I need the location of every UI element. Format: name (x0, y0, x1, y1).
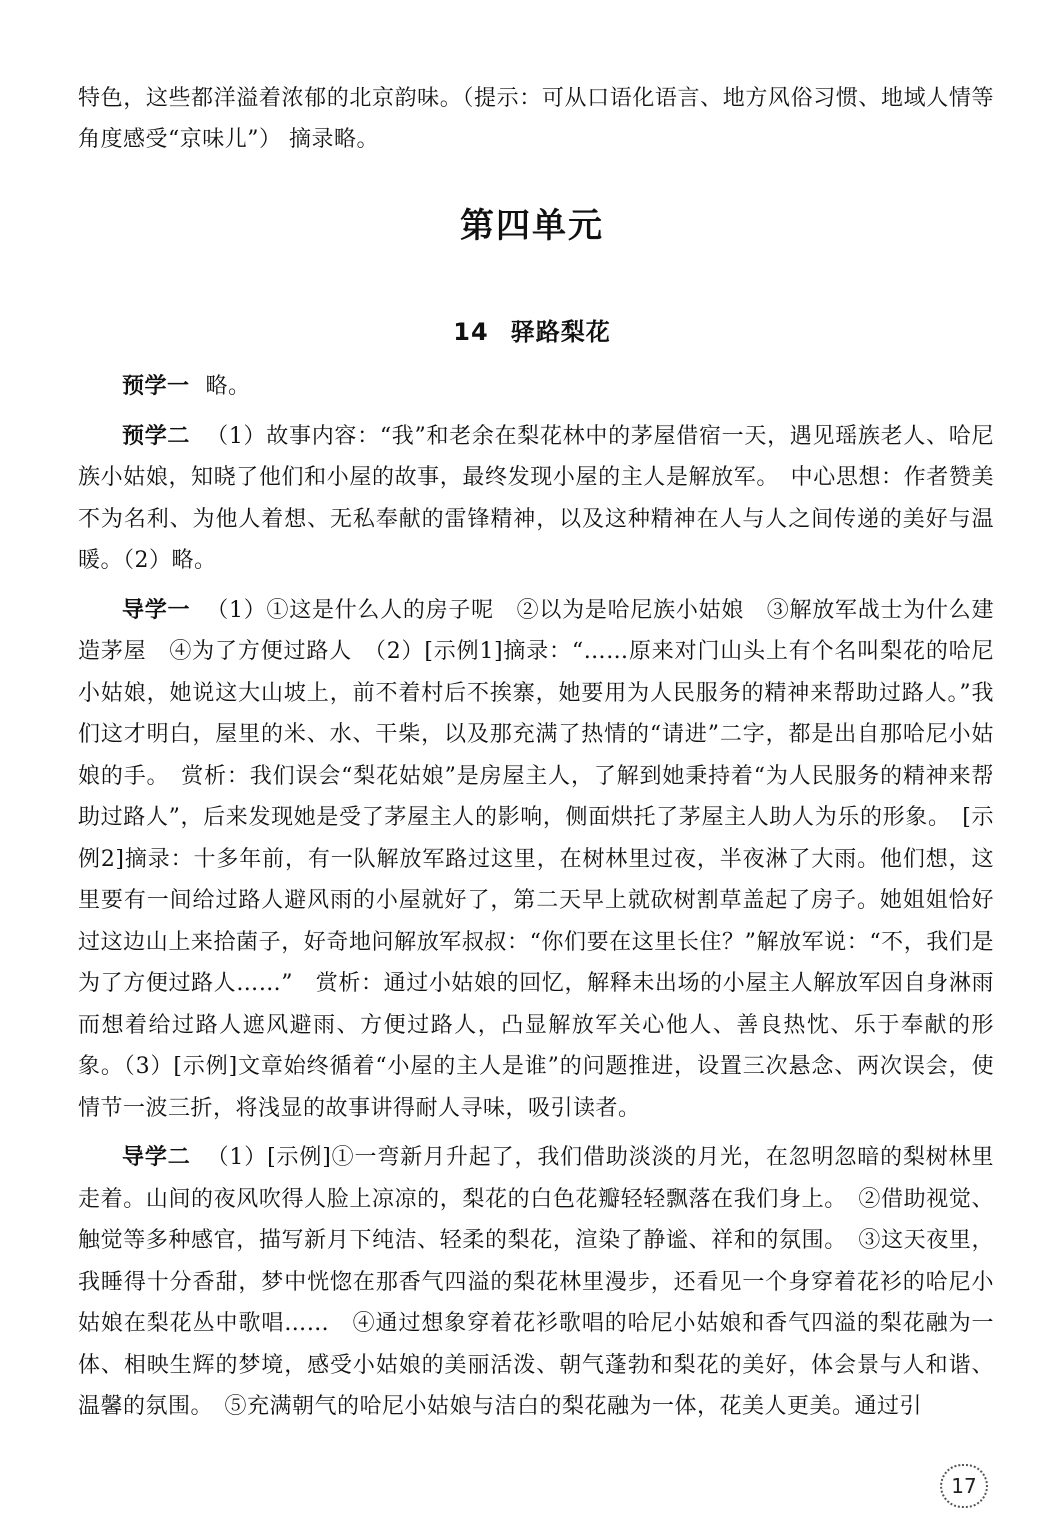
section-text: （1）①这是什么人的房子呢 ②以为是哈尼族小姑娘 ③解放军战士为什么建造茅屋 ④为了方便过路人 （2）[示例1]摘录：“……原来对门山头上有个名叫梨花的哈尼小姑娘，她说这大山坡上，前不着村后不挨寨，她要用为人民服务的精神来帮助过路人。”我们这才明白，屋里的米、水、干柴，以及那充满了热情的“请进”二字，都是出自那哈尼小姑娘的手。 赏析：我们误会“梨花姑娘”是房屋主人，了解到她秉持着“为人民服务的精神来帮助过路人”，后来发现她是受了茅屋主人的影响，侧面烘托了茅屋主人助人为乐的形象。 [示例2]摘录：十多年前，有一队解放军路过这里，在树林里过夜，半夜淋了大雨。他们想，这里要有一间给过路人避风雨的小屋就好了，第二天早上就砍树割草盖起了房子。她姐姐恰好过这边山上来拾菌子，好奇地问解放军叔叔：“你们要在这里长住？”解放军说：“不，我们是为了方便过路人……” 赏析：通过小姑娘的回忆，解释未出场的小屋主人解放军因自身淋雨而想着给过路人遮风避雨、方便过路人，凸显解放军关心他人、善良热忱、乐于奉献的形象。（3）[示例]文章始终循着“小屋的主人是谁”的问题推进，设置三次悬念、两次误会，使情节一波三折，将浅显的故事讲得耐人寻味，吸引读者。 (78, 597, 994, 1121)
unit-title: 第四单元 (460, 206, 604, 246)
lesson-title (0, 312, 1064, 347)
section-daoxue-2 (78, 1137, 994, 1428)
section-label: 预学一 (122, 374, 190, 399)
lesson-number: 14 (453, 318, 489, 346)
answer-sections (78, 366, 994, 1436)
section-label: 导学一 (122, 597, 191, 623)
intro-paragraph: 特色，这些都洋溢着浓郁的北京韵味。（提示：可从口语化语言、地方风俗习惯、地域人情等角度感受“京味儿”） 摘录略。 (78, 86, 994, 152)
section-daoxue-1 (78, 590, 994, 1130)
section-label: 导学二 (122, 1145, 191, 1170)
section-yuxue-1 (78, 366, 994, 408)
lesson-name: 驿路梨花 (510, 318, 611, 346)
section-label: 预学二 (122, 423, 191, 449)
section-text: （1）[示例]①一弯新月升起了，我们借助淡淡的月光，在忽明忽暗的梨树林里走着。山间的夜风吹得人脸上凉凉的，梨花的白色花瓣轻轻飘落在我们身上。 ②借助视觉、触觉等多种感官，描写新月下纯洁、轻柔的梨花，渲染了静谧、祥和的氛围。 ③这天夜里，我睡得十分香甜，梦中恍惚在那香气四溢的梨花林里漫步，还看见一个身穿着花衫的哈尼小姑娘在梨花丛中歌唱…… ④通过想象穿着花衫歌唱的哈尼小姑娘和香气四溢的梨花融为一体、相映生辉的梦境，感受小姑娘的美丽活泼、朝气蓬勃和梨花的美好，体会景与人和谐、温馨的氛围。 ⑤充满朝气的哈尼小姑娘与洁白的梨花融为一体，花美人更美。通过引 (78, 1145, 994, 1419)
section-text: （1）故事内容：“我”和老余在梨花林中的茅屋借宿一天，遇见瑶族老人、哈尼族小姑娘，知晓了他们和小屋的故事，最终发现小屋的主人是解放军。 中心思想：作者赞美不为名利、为他人着想、无私奉献的雷锋精神，以及这种精神在人与人之间传递的美好与温暖。（2）略。 (78, 423, 994, 573)
page-number: 17 (940, 1464, 988, 1508)
section-yuxue-2 (78, 416, 994, 582)
section-text: 略。 (205, 374, 251, 399)
